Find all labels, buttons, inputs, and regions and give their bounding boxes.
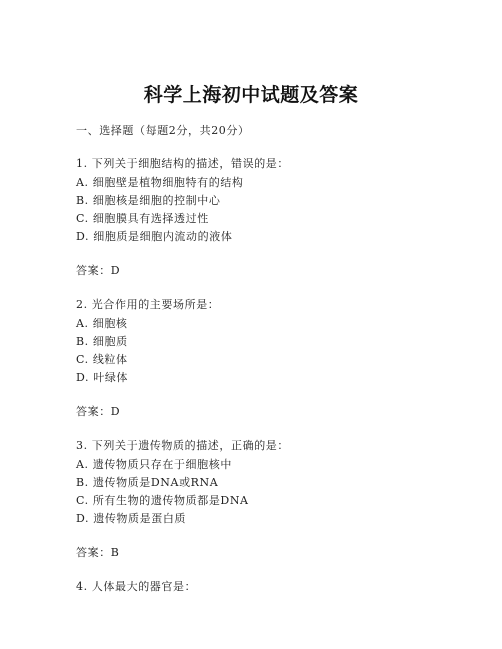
question-4-stem: 4. 人体最大的器官是：: [76, 580, 197, 593]
question-3-option-b: B. 遗传物质是DNA或RNA: [76, 476, 219, 489]
section-heading: 一、选择题（每题2分，共20分）: [76, 124, 250, 137]
question-1-option-d: D. 细胞质是细胞内流动的液体: [76, 230, 233, 243]
question-2-option-c: C. 线粒体: [76, 353, 128, 366]
question-1-option-b: B. 细胞核是细胞的控制中心: [76, 194, 221, 207]
question-2-stem: 2. 光合作用的主要场所是：: [76, 298, 220, 311]
question-2-option-b: B. 细胞质: [76, 335, 128, 348]
question-3-option-c: C. 所有生物的遗传物质都是DNA: [76, 494, 249, 507]
question-3-stem: 3. 下列关于遗传物质的描述，正确的是：: [76, 439, 289, 452]
question-1-option-c: C. 细胞膜具有选择透过性: [76, 212, 209, 225]
question-2-option-d: D. 叶绿体: [76, 371, 129, 384]
question-3-answer: 答案：B: [76, 546, 120, 559]
document-title: 科学上海初中试题及答案: [143, 84, 359, 106]
question-3-option-d: D. 遗传物质是蛋白质: [76, 512, 187, 525]
question-1-stem: 1. 下列关于细胞结构的描述，错误的是：: [76, 157, 289, 170]
question-2-option-a: A. 细胞核: [76, 317, 128, 330]
question-2-answer: 答案：D: [76, 405, 121, 418]
question-3-option-a: A. 遗传物质只存在于细胞核中: [76, 458, 232, 471]
question-1-answer: 答案：D: [76, 264, 121, 277]
question-1-option-a: A. 细胞壁是植物细胞特有的结构: [76, 176, 244, 189]
